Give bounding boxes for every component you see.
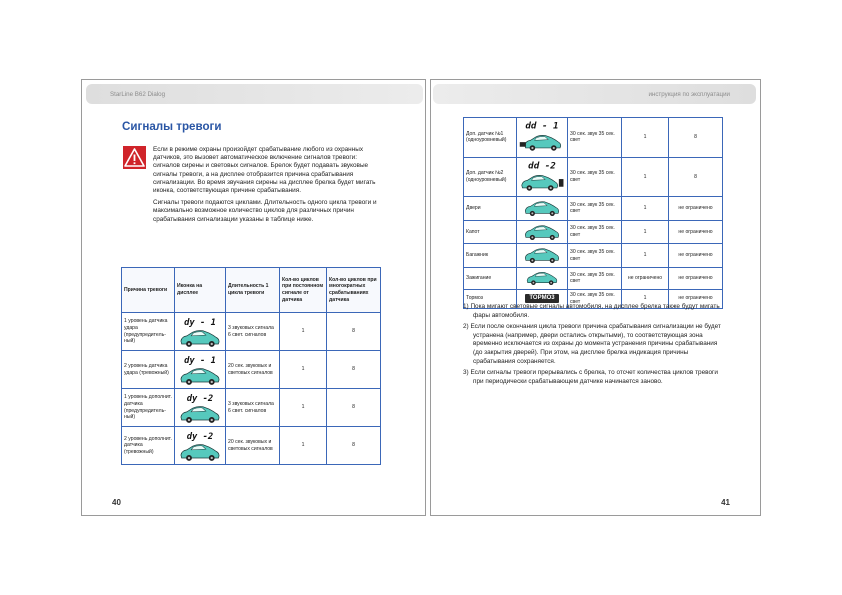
- display-icon-cell: [517, 267, 568, 289]
- shock-sensor-icon: [178, 353, 222, 386]
- table-row: [122, 313, 381, 351]
- shock-sensor-icon: [178, 315, 222, 348]
- duration-cell: 20 сек. звуковых и световых сигналов: [226, 351, 280, 389]
- display-icon-cell: [175, 389, 226, 427]
- display-icon-cell: [175, 427, 226, 465]
- footnote-3: 3) Если сигналы тревоги прерывались с брелка, то отсчет количества циклов тревоги при периодически срабатывающем датчике начинается заново.: [463, 369, 718, 385]
- constant-cell: 1: [280, 351, 327, 389]
- reason-cell: Двери: [464, 197, 517, 221]
- car-doors-icon: [522, 198, 562, 216]
- duration-cell: 3 звуковых сигнала 6 свет. сигналов: [226, 313, 280, 351]
- multiple-cell: 8: [669, 118, 723, 158]
- reason-cell: 2 уровень дополнит. датчика (тревожный): [122, 427, 175, 465]
- svg-text:dy - 1: dy - 1: [184, 317, 216, 328]
- table-row: [464, 157, 723, 197]
- intro-paragraph-2: Сигналы тревоги подаются циклами. Длительность одного цикла тревоги и максимально возможное количество циклов для различных причин срабатывания сигнализации указаны в таблице ниже.: [153, 199, 377, 223]
- duration-cell: 30 сек. звук 35 сек. свет: [568, 244, 622, 268]
- constant-cell: 1: [622, 157, 669, 197]
- svg-text:dd - 1: dd - 1: [525, 120, 559, 132]
- footnote-2: 2) Если после окончания цикла тревоги причина срабатывания сигнализации не будет устранена (например, двери остались открытыми), то соответствующая зона временно исключается из охраны до момента устранения причины срабатывания (до закрытия дверей). При этом, на дисплее брелка индикация причины срабатывания сохраняется.: [463, 323, 721, 365]
- col-header-reason: Причина тревоги: [122, 268, 175, 313]
- duration-cell: 30 сек. звук 35 сек. свет: [568, 197, 622, 221]
- svg-text:dd -2: dd -2: [528, 159, 556, 171]
- car-ignition-icon: [522, 269, 562, 285]
- svg-text:dy - 1: dy - 1: [184, 355, 216, 366]
- constant-cell: 1: [280, 313, 327, 351]
- intro-paragraph-1: Если в режиме охраны произойдет срабатывание любого из охранных датчиков, это вызовет автоматическое включение сигналов тревоги: сигналов сирены и световых сигналов. Брелок будет подавать звуковые сигналы тревоги, а на дисплее отобразится причина срабатывания сигнализации. Во время звучания сирены на дисплее брелка будет мигать иконка, соответствующая причине срабатывания.: [153, 146, 376, 195]
- multiple-cell: не ограничено: [669, 220, 723, 244]
- intro-text: [153, 146, 377, 228]
- reason-cell: Капот: [464, 220, 517, 244]
- reason-cell: 1 уровень датчика удара (предупредитель-ный): [122, 313, 175, 351]
- footnote-1: 1) Пока мигают световые сигналы автомобиля, на дисплее брелка также будут мигать фары автомобиля.: [463, 303, 720, 319]
- multiple-cell: не ограничено: [669, 289, 723, 308]
- brake-icon: TOPMO3: [525, 294, 558, 303]
- svg-text:dy -2: dy -2: [186, 393, 214, 404]
- right-page: [430, 79, 761, 516]
- col-header-multiple: Кол-во циклов при многократных срабатываниях датчика: [327, 268, 381, 313]
- constant-cell: 1: [622, 220, 669, 244]
- constant-cell: 1: [280, 427, 327, 465]
- table-row: [464, 197, 723, 221]
- car-hood-icon: [522, 222, 562, 240]
- table-row: [122, 389, 381, 427]
- extra-sensor-2-icon: [519, 159, 565, 193]
- constant-cell: 1: [622, 197, 669, 221]
- duration-cell: 30 сек. звук 35 сек. свет: [568, 118, 622, 158]
- svg-text:dy -2: dy -2: [186, 431, 214, 442]
- constant-cell: не ограничено: [622, 267, 669, 289]
- alarm-table-left: [121, 267, 381, 465]
- table-row: [464, 220, 723, 244]
- multiple-cell: не ограничено: [669, 267, 723, 289]
- extra-sensor-1-icon: [519, 119, 565, 153]
- reason-cell: Доп. датчик №1 (одноуровневый): [464, 118, 517, 158]
- reason-cell: 2 уровень датчика удара (тревожный): [122, 351, 175, 389]
- constant-cell: 1: [622, 118, 669, 158]
- left-header-text: StarLine B62 Dialog: [110, 91, 166, 98]
- duration-cell: 20 сек. звуковых и световых сигналов: [226, 427, 280, 465]
- reason-cell: Тормоз: [464, 289, 517, 308]
- alarm-table-right: [463, 117, 723, 309]
- page-title: Сигналы тревоги: [122, 120, 222, 133]
- left-page-header: [86, 84, 423, 104]
- page-number: 41: [721, 498, 730, 507]
- display-icon-cell: [517, 197, 568, 221]
- multiple-cell: 8: [327, 389, 381, 427]
- extra-sensor-icon: [178, 429, 222, 462]
- display-icon-cell: [175, 351, 226, 389]
- col-header-icon: Иконка на дисплее: [175, 268, 226, 313]
- duration-cell: 30 сек. звук 35 сек. свет: [568, 220, 622, 244]
- constant-cell: 1: [622, 244, 669, 268]
- display-icon-cell: [517, 157, 568, 197]
- duration-cell: 3 звуковых сигнала 6 свет. сигналов: [226, 389, 280, 427]
- page-number: 40: [112, 498, 121, 507]
- table-row: [464, 267, 723, 289]
- multiple-cell: не ограничено: [669, 197, 723, 221]
- multiple-cell: не ограничено: [669, 244, 723, 268]
- extra-sensor-icon: [178, 391, 222, 424]
- reason-cell: 1 уровень дополнит. датчика (предупредитель-ный): [122, 389, 175, 427]
- warning-icon: [123, 146, 146, 169]
- multiple-cell: 8: [669, 157, 723, 197]
- display-icon-cell: [175, 313, 226, 351]
- footnotes: [463, 303, 721, 389]
- col-header-constant: Кол-во циклов при постоянном сигнале от датчика: [280, 268, 327, 313]
- display-icon-cell: [517, 220, 568, 244]
- constant-cell: 1: [622, 289, 669, 308]
- right-page-header: [433, 84, 756, 104]
- multiple-cell: 8: [327, 313, 381, 351]
- multiple-cell: 8: [327, 427, 381, 465]
- reason-cell: Багажник: [464, 244, 517, 268]
- reason-cell: Доп. датчик №2 (одноуровневый): [464, 157, 517, 197]
- table-row: [464, 118, 723, 158]
- table-row: [122, 427, 381, 465]
- col-header-duration: Длительность 1 цикла тревоги: [226, 268, 280, 313]
- car-trunk-icon: [522, 245, 562, 263]
- multiple-cell: 8: [327, 351, 381, 389]
- duration-cell: 30 сек. звук 35 сек. свет: [568, 289, 622, 308]
- table-row: [122, 351, 381, 389]
- duration-cell: 30 сек. звук 35 сек. свет: [568, 267, 622, 289]
- left-page: [81, 79, 426, 516]
- duration-cell: 30 сек. звук 35 сек. свет: [568, 157, 622, 197]
- right-header-text: инструкция по эксплуатации: [648, 91, 730, 98]
- display-icon-cell: [517, 244, 568, 268]
- reason-cell: Зажигание: [464, 267, 517, 289]
- table-row: [464, 244, 723, 268]
- display-icon-cell: [517, 118, 568, 158]
- constant-cell: 1: [280, 389, 327, 427]
